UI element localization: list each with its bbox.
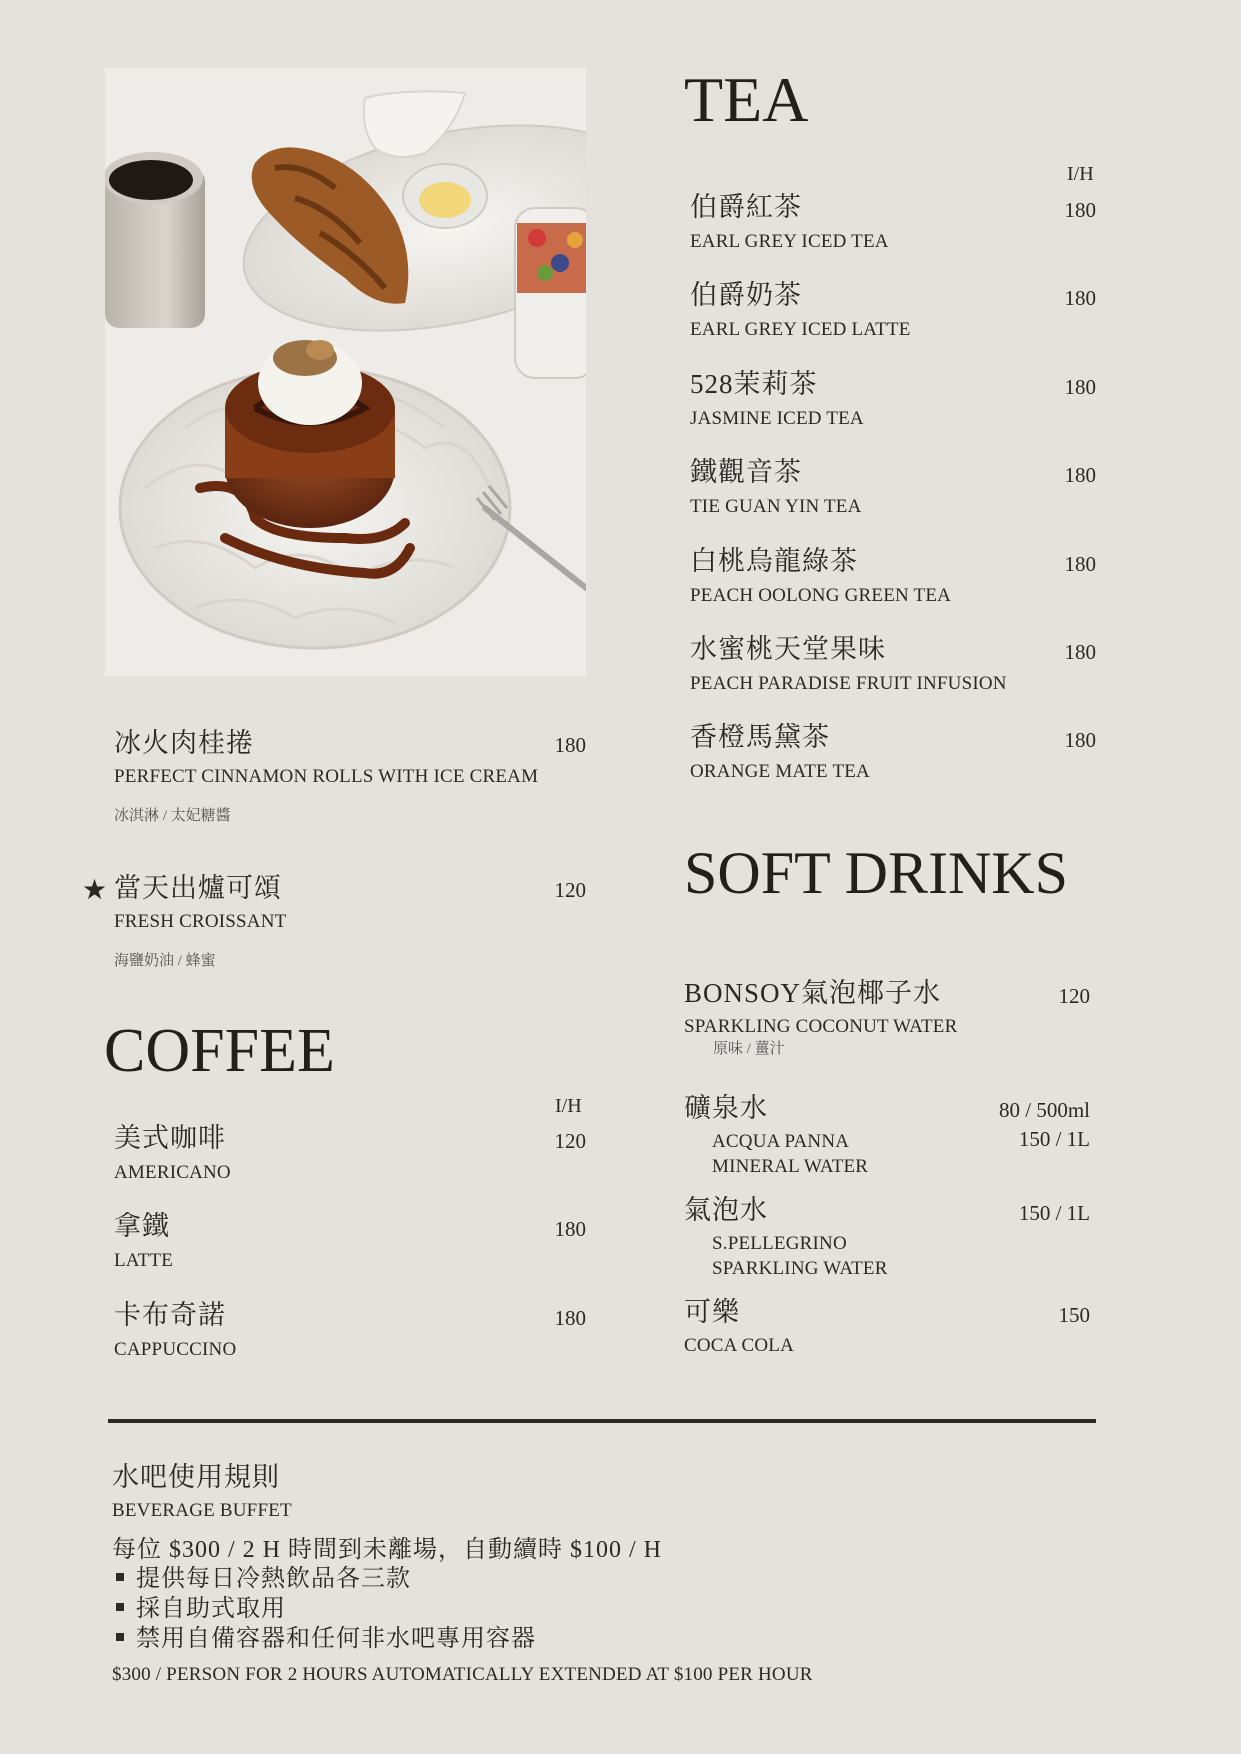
mineral-water-name-en: MINERAL WATER (712, 1156, 869, 1177)
croissant-name-en: FRESH CROISSANT (114, 911, 287, 932)
mineral-water-price-1l: 150 / 1L (1018, 1127, 1090, 1151)
bonsoy-name-en: SPARKLING COCONUT WATER (684, 1016, 958, 1037)
tea-title: TEA (684, 64, 809, 135)
coffee-item-zh: 拿鐵 (114, 1211, 170, 1241)
star-icon: ★ (82, 875, 108, 906)
bullet-square-icon (116, 1633, 124, 1641)
sparkling-water-name-en: SPARKLING WATER (712, 1258, 888, 1279)
buffet-bullet: 禁用自備容器和任何非水吧專用容器 (116, 1627, 536, 1651)
tea-item-zh: 伯爵紅茶 (690, 192, 802, 222)
mineral-water-brand: ACQUA PANNA (712, 1131, 850, 1152)
croissant-note: 海鹽奶油 / 蜂蜜 (114, 953, 216, 969)
coffee-item-zh: 美式咖啡 (114, 1123, 226, 1153)
tea-item-zh: 鐵觀音茶 (690, 457, 802, 487)
soft-drinks-title: SOFT DRINKS (684, 840, 1068, 906)
croissant-name-zh: 當天出爐可頌 (114, 873, 282, 903)
bonsoy-note: 原味 / 薑汁 (713, 1041, 785, 1057)
tea-item-zh: 伯爵奶茶 (690, 280, 802, 310)
bonsoy-price: 120 (1058, 984, 1090, 1008)
tea-item-en: PEACH OOLONG GREEN TEA (690, 585, 952, 606)
tea-item-price: 180 (1064, 375, 1096, 399)
cinnamon-roll-note: 冰淇淋 / 太妃糖醬 (114, 808, 231, 824)
tea-item-zh: 水蜜桃天堂果味 (690, 634, 886, 664)
bonsoy-name-zh: BONSOY氣泡椰子水 (684, 978, 942, 1008)
section-divider (108, 1419, 1096, 1423)
coffee-item-price: 120 (554, 1129, 586, 1153)
tea-item-en: ORANGE MATE TEA (690, 761, 870, 782)
coffee-title: COFFEE (104, 1017, 335, 1085)
buffet-title-zh: 水吧使用規則 (112, 1462, 280, 1492)
cinnamon-roll-price: 180 (554, 733, 586, 757)
bullet-square-icon (116, 1573, 124, 1581)
tea-item-zh: 白桃烏龍綠茶 (690, 546, 858, 576)
buffet-bullet: 採自助式取用 (116, 1597, 286, 1621)
tea-item-zh: 香橙馬黛茶 (690, 722, 830, 752)
sparkling-water-price: 150 / 1L (1018, 1201, 1090, 1225)
mineral-water-name-zh: 礦泉水 (684, 1093, 768, 1123)
tea-item-price: 180 (1064, 463, 1096, 487)
tea-item-price: 180 (1064, 552, 1096, 576)
tea-item-price: 180 (1064, 198, 1096, 222)
cinnamon-roll-name-zh: 冰火肉桂捲 (114, 728, 254, 758)
tea-ih-label: I/H (1067, 163, 1094, 185)
tea-item-zh: 528茉莉茶 (690, 369, 818, 399)
cinnamon-roll-name-en: PERFECT CINNAMON ROLLS WITH ICE CREAM (114, 766, 539, 787)
bullet-square-icon (116, 1603, 124, 1611)
tea-item-en: JASMINE ICED TEA (690, 408, 864, 429)
buffet-rule: 每位 $300 / 2 H 時間到未離場，自動續時 $100 / H (112, 1537, 662, 1563)
coffee-item-en: CAPPUCCINO (114, 1339, 237, 1360)
cola-name-en: COCA COLA (684, 1335, 795, 1356)
coffee-item-price: 180 (554, 1306, 586, 1330)
coffee-item-en: AMERICANO (114, 1162, 231, 1183)
buffet-rule-en: $300 / PERSON FOR 2 HOURS AUTOMATICALLY EXTENDED AT $100 PER HOUR (112, 1664, 813, 1685)
coffee-item-price: 180 (554, 1217, 586, 1241)
tea-item-price: 180 (1064, 728, 1096, 752)
coffee-ih-label: I/H (555, 1095, 582, 1117)
cola-name-zh: 可樂 (684, 1297, 740, 1327)
tea-item-en: TIE GUAN YIN TEA (690, 496, 862, 517)
tea-item-en: PEACH PARADISE FRUIT INFUSION (690, 673, 1007, 694)
mineral-water-price-500ml: 80 / 500ml (998, 1098, 1090, 1122)
croissant-price: 120 (554, 878, 586, 902)
buffet-title-en: BEVERAGE BUFFET (112, 1500, 292, 1521)
sparkling-water-name-zh: 氣泡水 (684, 1195, 768, 1225)
coffee-item-zh: 卡布奇諾 (114, 1300, 226, 1330)
tea-item-en: EARL GREY ICED TEA (690, 231, 889, 252)
tea-item-price: 180 (1064, 640, 1096, 664)
coffee-item-en: LATTE (114, 1250, 174, 1271)
tea-item-en: EARL GREY ICED LATTE (690, 319, 911, 340)
tea-item-price: 180 (1064, 286, 1096, 310)
sparkling-water-brand: S.PELLEGRINO (712, 1233, 847, 1254)
buffet-bullet: 提供每日冷熱飲品各三款 (116, 1567, 411, 1591)
food-photo (105, 68, 586, 676)
cola-price: 150 (1058, 1303, 1090, 1327)
